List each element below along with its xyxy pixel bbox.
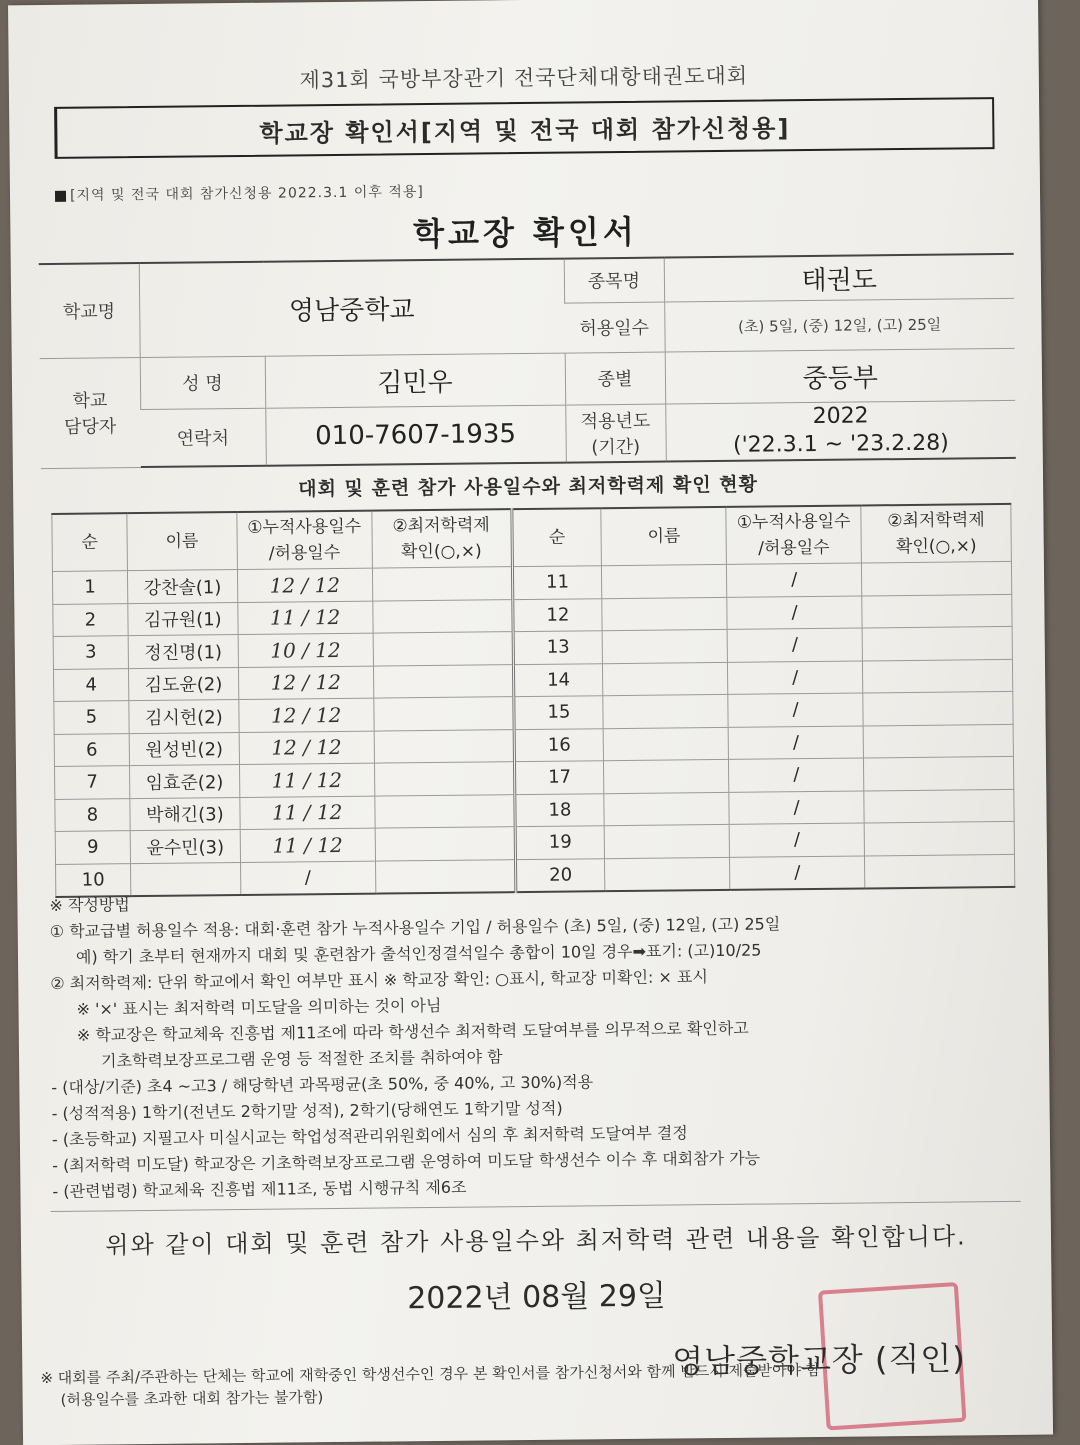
- row-days: /: [730, 855, 865, 889]
- row-days: /: [727, 595, 862, 629]
- row-days: /: [729, 758, 864, 792]
- instruction-line: ※ '×' 표시는 최저학력 미도달을 의미하는 것이 아님: [76, 995, 442, 1019]
- row-name: [604, 759, 729, 793]
- instruction-line: 예) 학기 초부터 현재까지 대회 및 훈련참가 출석인정결석일수 총합이 10일 경우➡표기: (고)10/25: [75, 940, 762, 967]
- row-days: 12 / 12: [237, 568, 372, 602]
- instruction-line: - (관련법령) 학교체육 진흥법 제11조, 동법 시행규칙 제6조: [52, 1177, 467, 1201]
- row-check: [373, 664, 513, 698]
- allowed-days-label: 허용일수: [564, 302, 665, 353]
- event-label: 종목명: [564, 258, 664, 303]
- row-days: /: [728, 725, 863, 759]
- instruction-line: - (대상/기준) 초4 ~고3 / 해당학년 과목평균(초 50%, 중 40%, 고 30%)적용: [51, 1072, 594, 1097]
- row-no: 6: [54, 733, 129, 766]
- header-no-right: 순: [511, 508, 602, 566]
- row-check: [372, 599, 512, 633]
- row-no: 5: [54, 701, 129, 734]
- row-name: 박해긴(3): [130, 797, 240, 831]
- name-label: 성 명: [140, 356, 266, 409]
- row-check: [862, 561, 1012, 595]
- row-no: 17: [514, 761, 604, 794]
- header-days: ①누적사용일수 /허용일수: [237, 511, 372, 570]
- row-days: /: [727, 628, 862, 662]
- row-no: 9: [55, 831, 130, 864]
- year-value: 2022 ('22.3.1 ~ '23.2.28): [665, 400, 1016, 462]
- document-page: [8, 0, 1053, 1445]
- instruction-line: 기초학력보장프로그램 운영 등 적절한 조치를 취하여야 함: [100, 1047, 503, 1071]
- row-name: 김도윤(2): [128, 667, 238, 701]
- row-check: [864, 756, 1014, 790]
- row-no: 18: [514, 793, 604, 826]
- competition-title: 제31회 국방부장관기 전국단체대항태권도대회: [299, 63, 749, 93]
- row-check: [862, 626, 1012, 660]
- row-check: [864, 789, 1014, 823]
- row-days: 12 / 12: [239, 731, 374, 765]
- row-name: [604, 727, 729, 761]
- division-label: 종별: [565, 352, 666, 405]
- row-days: 11 / 12: [240, 828, 375, 862]
- allowed-days-value: (초) 5일, (중) 12일, (고) 25일: [664, 298, 1015, 352]
- row-check: [864, 821, 1014, 855]
- row-name: 강찬솔(1): [127, 570, 237, 604]
- school-name: 영남중학교: [139, 259, 565, 357]
- row-days: /: [729, 823, 864, 857]
- athlete-roster-table: [51, 503, 1015, 898]
- row-days: /: [728, 660, 863, 694]
- row-name: 김규원(1): [128, 602, 238, 636]
- row-no: 20: [515, 858, 605, 892]
- school-info-table: [39, 253, 1016, 469]
- footer-note: [40, 1359, 820, 1411]
- footer-line: (허용일수를 초과한 대회 참가는 불가함): [60, 1388, 324, 1409]
- row-name: 원성빈(2): [129, 732, 239, 766]
- row-no: 1: [52, 571, 127, 604]
- row-name: [603, 694, 728, 728]
- header-name-right: 이름: [601, 507, 726, 566]
- row-no: 2: [53, 603, 128, 636]
- row-name: 정진명(1): [128, 635, 238, 669]
- footer-line: ※ 대회를 주최/주관하는 단체는 학교에 재학중인 학생선수인 경우 본 확인서를 참가신청서와 함께 반드시 제출받아야 함: [40, 1360, 821, 1388]
- document-title: 학교장 확인서: [412, 212, 638, 254]
- row-check: [862, 594, 1012, 628]
- square-bullet-icon: [55, 190, 66, 201]
- issue-date: 2022년 08월 29일: [407, 1278, 667, 1317]
- row-check: [374, 794, 514, 828]
- instruction-line: ① 학교급별 허용일수 적용: 대회·훈련 참가 누적사용일수 기입 / 허용일수 (초) 5일, (중) 12일, (고) 25일: [49, 914, 781, 942]
- row-name: [602, 564, 727, 598]
- row-name: 윤수민(3): [130, 830, 240, 864]
- row-check: [863, 659, 1013, 693]
- row-name: [604, 792, 729, 826]
- row-no: 19: [515, 826, 605, 859]
- applicability-note: [지역 및 전국 대회 참가신청용 2022.3.1 이후 적용]: [55, 181, 424, 205]
- row-no: 12: [512, 598, 602, 631]
- year-label: 적용년도 (기간): [565, 404, 666, 463]
- row-days: 11 / 12: [238, 601, 373, 635]
- form-title-box: 학교장 확인서[지역 및 전국 대회 참가신청용]: [54, 97, 994, 159]
- row-check: [374, 762, 514, 796]
- row-name: 김시헌(2): [129, 700, 239, 734]
- header-check-right: ②최저학력제 확인(○,×): [861, 504, 1012, 563]
- instruction-line: ② 최저학력제: 단위 학교에서 확인 여부만 표시 ※ 학교장 확인: ○표시, 학교장 미확인: × 표시: [50, 967, 708, 994]
- instruction-line: - (최저학력 미도달) 학교장은 기초학력보장프로그램 운영하여 미도달 학생선수 이수 후 대회참가 가능: [52, 1148, 761, 1175]
- header-no: 순: [52, 513, 128, 571]
- row-check: [373, 697, 513, 731]
- principal-signature: 영남중학교장 (직인): [672, 1339, 966, 1381]
- instruction-line: ※ 학교장은 학교체육 진흥법 제11조에 따라 학생선수 최저학력 도달여부를 의무적으로 확인하고: [76, 1018, 749, 1045]
- phone-label: 연락처: [140, 408, 266, 467]
- row-no: 15: [513, 696, 603, 729]
- row-check: [374, 729, 514, 763]
- instruction-line: - (초등학교) 지필고사 미실시교는 학업성적관리위원회에서 심의 후 최저학력 도달여부 결정: [51, 1123, 688, 1149]
- row-days: 11 / 12: [240, 796, 375, 830]
- phone-value: 010-7607-1935: [265, 405, 566, 466]
- row-check: [373, 632, 513, 666]
- row-check: [863, 691, 1013, 725]
- row-check: [375, 827, 515, 861]
- row-name: [602, 597, 727, 631]
- row-no: 8: [55, 798, 130, 831]
- school-label: 학교명: [39, 263, 140, 358]
- roster-header-row: [52, 504, 1012, 572]
- row-no: 7: [55, 766, 130, 799]
- row-days: /: [729, 790, 864, 824]
- row-name: [605, 824, 730, 858]
- instructions: [49, 883, 1027, 1205]
- row-no: 11: [512, 566, 602, 599]
- row-days: /: [240, 861, 375, 895]
- row-days: /: [728, 693, 863, 727]
- row-name: [603, 662, 728, 696]
- row-no: 14: [513, 663, 603, 696]
- section-title: 대회 및 훈련 참가 사용일수와 최저학력제 확인 현황: [298, 473, 759, 501]
- row-no: 13: [513, 631, 603, 664]
- row-no: 3: [53, 636, 128, 669]
- row-no: 4: [53, 668, 128, 701]
- row-days: 12 / 12: [239, 698, 374, 732]
- row-name: 임효준(2): [129, 765, 239, 799]
- division-value: 중등부: [665, 348, 1016, 404]
- row-check: [372, 567, 512, 601]
- instruction-line: - (성적적용) 1학기(전년도 2학기말 성적), 2학기(당해연도 1학기말 성적): [51, 1098, 563, 1123]
- row-check: [863, 724, 1013, 758]
- contact-name: 김민우: [265, 353, 566, 408]
- confirmation-statement: 위와 같이 대회 및 훈련 참가 사용일수와 최저학력 관련 내용을 확인합니다.: [51, 1201, 1021, 1261]
- row-days: 12 / 12: [238, 666, 373, 700]
- row-no: 10: [56, 863, 131, 897]
- row-days: 11 / 12: [239, 763, 374, 797]
- row-days: /: [727, 563, 862, 597]
- row-name: [603, 629, 728, 663]
- row-no: 16: [514, 728, 604, 761]
- header-name: 이름: [127, 512, 237, 571]
- header-check: ②최저학력제 확인(○,×): [371, 509, 511, 568]
- contact-group-label: 학교 담당자: [40, 357, 141, 468]
- instructions-heading: ※ 작성방법: [49, 895, 130, 916]
- row-days: 10 / 12: [238, 633, 373, 667]
- event-value: 태권도: [664, 254, 1014, 302]
- header-days-right: ①누적사용일수 /허용일수: [726, 505, 861, 564]
